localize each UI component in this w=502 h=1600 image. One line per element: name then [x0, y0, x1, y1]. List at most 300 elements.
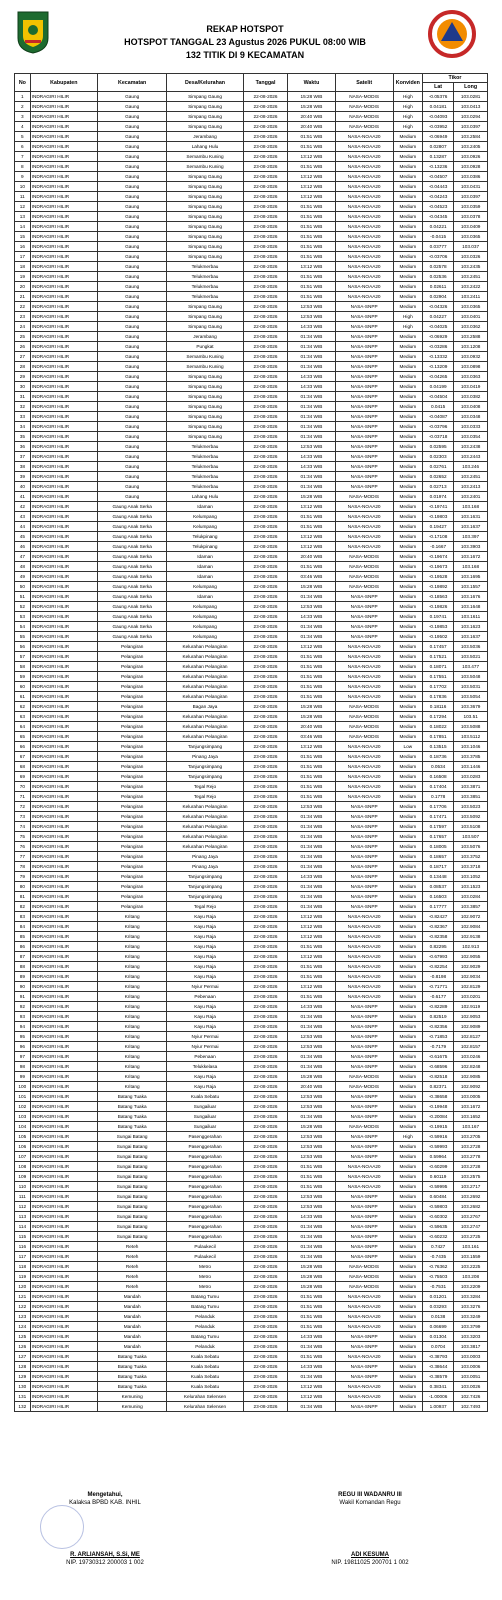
cell-long: 103.168 [454, 562, 488, 572]
cell-kabupaten: INDRAGIRI HILIR [30, 1302, 97, 1312]
cell-no: 10 [15, 182, 31, 192]
table-row [15, 1042, 488, 1052]
cell-waktu: 01:34 WIB [288, 1062, 335, 1072]
cell-desa: Idaman [167, 502, 243, 512]
cell-no: 15 [15, 232, 31, 242]
cell-no: 7 [15, 152, 31, 162]
cell-lat: -0.03952 [422, 122, 453, 132]
cell-konviden: Medium [393, 462, 422, 472]
cell-lat: 0.01201 [422, 1292, 453, 1302]
cell-konviden: Medium [393, 692, 422, 702]
table-row [15, 532, 488, 542]
cell-lat: -0.03796 [422, 422, 453, 432]
cell-desa: Simpang Gaung [167, 172, 243, 182]
cell-konviden: Medium [393, 132, 422, 142]
cell-tanggal: 22-08-2026 [243, 102, 288, 112]
cell-no: 37 [15, 452, 31, 462]
cell-kabupaten: INDRAGIRI HILIR [30, 562, 97, 572]
cell-long: 103.0409 [454, 222, 488, 232]
cell-waktu: 01:34 WIB [288, 902, 335, 912]
cell-kabupaten: INDRAGIRI HILIR [30, 1002, 97, 1012]
cell-long: 103.0932 [454, 352, 488, 362]
cell-no: 25 [15, 332, 31, 342]
cell-tanggal: 23-08-2026 [243, 752, 288, 762]
cell-long: 102.9072 [454, 912, 488, 922]
cell-tanggal: 22-08-2026 [243, 1082, 288, 1092]
cell-long: 103.1695 [454, 572, 488, 582]
cell-tanggal: 23-08-2026 [243, 682, 288, 692]
cell-kecamatan: Sungai Batang [97, 1202, 166, 1212]
cell-waktu: 01:51 WIB [288, 752, 335, 762]
cell-satelit: NASA-SNPP [335, 342, 393, 352]
cell-desa: Pasenggerahan [167, 1172, 243, 1182]
cell-desa: Kelurahan Pelangiran [167, 722, 243, 732]
cell-no: 69 [15, 772, 31, 782]
cell-konviden: Medium [393, 432, 422, 442]
cell-waktu: 14:33 WIB [288, 462, 335, 472]
cell-kecamatan: Sungai Batang [97, 1162, 166, 1172]
cell-no: 81 [15, 892, 31, 902]
cell-lat: -0.71853 [422, 1032, 453, 1042]
cell-desa: Kayu Raja [167, 942, 243, 952]
cell-satelit: NASA-SNPP [335, 862, 393, 872]
cell-lat: -0.19915 [422, 1122, 453, 1132]
table-row [15, 1392, 488, 1402]
cell-waktu: 13:12 WIB [288, 172, 335, 182]
cell-konviden: Medium [393, 1312, 422, 1322]
cell-kecamatan: Kemuning [97, 1402, 166, 1412]
cell-satelit: NASA-SNPP [335, 402, 393, 412]
cell-satelit: NASA-SNPP [335, 372, 393, 382]
cell-no: 3 [15, 112, 31, 122]
cell-kabupaten: INDRAGIRI HILIR [30, 1222, 97, 1232]
cell-kecamatan: Pelangiran [97, 712, 166, 722]
cell-konviden: Medium [393, 622, 422, 632]
cell-kecamatan: Sungai Batang [97, 1192, 166, 1202]
cell-desa: Tanjungsimpang [167, 892, 243, 902]
cell-no: 53 [15, 612, 31, 622]
cell-long: 103.5036 [454, 642, 488, 652]
cell-no: 127 [15, 1352, 31, 1362]
cell-kecamatan: Pelangiran [97, 872, 166, 882]
cell-kabupaten: INDRAGIRI HILIR [30, 1292, 97, 1302]
cell-waktu: 01:34 WIB [288, 842, 335, 852]
cell-long: 103.2405 [454, 142, 488, 152]
cell-kecamatan: Gaung Anak Serka [97, 562, 166, 572]
cell-tanggal: 23-08-2026 [243, 1242, 288, 1252]
table-row [15, 772, 488, 782]
cell-kecamatan: Gaung [97, 92, 166, 102]
cell-no: 103 [15, 1112, 31, 1122]
cell-lat: -0.04025 [422, 322, 453, 332]
cell-satelit: NASA-SNPP [335, 1142, 393, 1152]
cell-kabupaten: INDRAGIRI HILIR [30, 942, 97, 952]
cell-satelit: NASA-SNPP [335, 882, 393, 892]
cell-no: 55 [15, 632, 31, 642]
cell-desa: Telukmerbau [167, 472, 243, 482]
cell-tanggal: 23-08-2026 [243, 662, 288, 672]
cell-lat: 0.02303 [422, 452, 453, 462]
cell-lat: 0.19741 [422, 612, 453, 622]
cell-satelit: NASA-NOAA20 [335, 982, 393, 992]
cell-kabupaten: INDRAGIRI HILIR [30, 142, 97, 152]
cell-kecamatan: Kritang [97, 992, 166, 1002]
cell-konviden: Medium [393, 552, 422, 562]
cell-tanggal: 23-08-2026 [243, 222, 288, 232]
cell-satelit: NASA-MODIS [335, 572, 393, 582]
cell-kecamatan: Gaung [97, 182, 166, 192]
cell-desa: Pasenggerahan [167, 1192, 243, 1202]
cell-long: 102.9085 [454, 1072, 488, 1082]
cell-kecamatan: Gaung [97, 342, 166, 352]
cell-no: 35 [15, 432, 31, 442]
cell-desa: Bagan Jaya [167, 702, 243, 712]
cell-lat: 0.17457 [422, 642, 453, 652]
cell-kabupaten: INDRAGIRI HILIR [30, 852, 97, 862]
cell-tanggal: 23-08-2026 [243, 632, 288, 642]
cell-kabupaten: INDRAGIRI HILIR [30, 1382, 97, 1392]
table-row [15, 1372, 488, 1382]
cell-desa: Kelurahan Pelangiran [167, 812, 243, 822]
cell-satelit: NASA-NOAA20 [335, 1172, 393, 1182]
cell-tanggal: 22-08-2026 [243, 722, 288, 732]
cell-konviden: Medium [393, 852, 422, 862]
cell-satelit: NASA-NOAA20 [335, 502, 393, 512]
cell-desa: Simpang Gaung [167, 192, 243, 202]
cell-desa: Telukmerbau [167, 482, 243, 492]
cell-waktu: 01:34 WIB [288, 1402, 335, 1412]
table-row [15, 862, 488, 872]
cell-kabupaten: INDRAGIRI HILIR [30, 102, 97, 112]
cell-long: 103.1631 [454, 512, 488, 522]
cell-lat: 0.17851 [422, 732, 453, 742]
cell-waktu: 01:51 WIB [288, 252, 335, 262]
cell-konviden: Low [393, 742, 422, 752]
cell-konviden: Medium [393, 962, 422, 972]
cell-lat: -0.76362 [422, 1262, 453, 1272]
cell-lat: 0.17836 [422, 692, 453, 702]
cell-lat: -0.19502 [422, 632, 453, 642]
cell-no: 114 [15, 1222, 31, 1232]
cell-satelit: NASA-MODIS [335, 562, 393, 572]
cell-no: 66 [15, 742, 31, 752]
cell-lat: -0.1667 [422, 542, 453, 552]
cell-waktu: 14:33 WIB [288, 1362, 335, 1372]
cell-lat: 0.17521 [422, 652, 453, 662]
table-row [15, 1262, 488, 1272]
cell-kabupaten: INDRAGIRI HILIR [30, 282, 97, 292]
cell-waktu: 13:12 WIB [288, 1382, 335, 1392]
cell-konviden: Medium [393, 1242, 422, 1252]
cell-long: 103.2728 [454, 1162, 488, 1172]
cell-no: 20 [15, 282, 31, 292]
cell-tanggal: 23-08-2026 [243, 1222, 288, 1232]
cell-satelit: NASA-SNPP [335, 822, 393, 832]
table-row [15, 1152, 488, 1162]
table-row [15, 572, 488, 582]
cell-waktu: 15:28 WIB [288, 1262, 335, 1272]
cell-satelit: NASA-NOAA20 [335, 772, 393, 782]
cell-desa: Pelanduk [167, 1342, 243, 1352]
cell-tanggal: 23-08-2026 [243, 342, 288, 352]
cell-waktu: 15:28 WIB [288, 102, 335, 112]
cell-kabupaten: INDRAGIRI HILIR [30, 1172, 97, 1182]
cell-desa: Simpang Gaung [167, 422, 243, 432]
cell-kecamatan: Mandah [97, 1332, 166, 1342]
cell-kabupaten: INDRAGIRI HILIR [30, 1152, 97, 1162]
cell-satelit: NASA-NOAA20 [335, 1302, 393, 1312]
cell-kabupaten: INDRAGIRI HILIR [30, 172, 97, 182]
cell-kecamatan: Mandah [97, 1302, 166, 1312]
cell-no: 60 [15, 682, 31, 692]
cell-waktu: 20:40 WIB [288, 1082, 335, 1092]
cell-tanggal: 23-08-2026 [243, 792, 288, 802]
cell-lat: -0.19673 [422, 562, 453, 572]
cell-kabupaten: INDRAGIRI HILIR [30, 1272, 97, 1282]
cell-konviden: Medium [393, 362, 422, 372]
cell-kabupaten: INDRAGIRI HILIR [30, 162, 97, 172]
cell-no: 131 [15, 1392, 31, 1402]
sig-right-name: ADI KESUMA [350, 1552, 389, 1558]
cell-no: 120 [15, 1282, 31, 1292]
cell-kecamatan: Sungai Batang [97, 1182, 166, 1192]
cell-lat: 0.18657 [422, 852, 453, 862]
cell-long: 103.0283 [454, 772, 488, 782]
cell-waktu: 12:53 WIB [288, 302, 335, 312]
cell-kecamatan: Gaung Anak Serka [97, 632, 166, 642]
cell-kecamatan: Gaung [97, 432, 166, 442]
cell-lat: 0.7427 [422, 1242, 453, 1252]
cell-tanggal: 22-08-2026 [243, 1262, 288, 1272]
cell-lat: 1.00937 [422, 1402, 453, 1412]
cell-no: 112 [15, 1202, 31, 1212]
table-row [15, 502, 488, 512]
cell-satelit: NASA-NOAA20 [335, 1392, 393, 1402]
table-row [15, 782, 488, 792]
cell-lat: 0.13448 [422, 872, 453, 882]
cell-waktu: 01:51 WIB [288, 142, 335, 152]
cell-satelit: NASA-MODIS [335, 1072, 393, 1082]
cell-lat: -0.82427 [422, 912, 453, 922]
cell-lat: 0.19427 [422, 522, 453, 532]
table-row [15, 212, 488, 222]
cell-desa: Kelurahan Pelangiran [167, 662, 243, 672]
table-row [15, 262, 488, 272]
cell-konviden: Medium [393, 392, 422, 402]
table-row [15, 592, 488, 602]
cell-kabupaten: INDRAGIRI HILIR [30, 722, 97, 732]
cell-lat: 0.17551 [422, 672, 453, 682]
cell-long: 103.0281 [454, 92, 488, 102]
cell-konviden: Medium [393, 442, 422, 452]
cell-satelit: NASA-SNPP [335, 1342, 393, 1352]
cell-kecamatan: Pelangiran [97, 822, 166, 832]
cell-long: 102.9029 [454, 962, 488, 972]
cell-konviden: Medium [393, 272, 422, 282]
cell-tanggal: 22-08-2026 [243, 1272, 288, 1282]
cell-kabupaten: INDRAGIRI HILIR [30, 1022, 97, 1032]
cell-waktu: 01:51 WIB [288, 522, 335, 532]
cell-lat: -0.19528 [422, 572, 453, 582]
cell-no: 46 [15, 542, 31, 552]
cell-konviden: Medium [393, 972, 422, 982]
cell-kabupaten: INDRAGIRI HILIR [30, 1202, 97, 1212]
cell-waktu: 13:12 WIB [288, 182, 335, 192]
cell-waktu: 01:51 WIB [288, 282, 335, 292]
cell-kabupaten: INDRAGIRI HILIR [30, 192, 97, 202]
cell-desa: Telukmerbau [167, 452, 243, 462]
cell-konviden: Medium [393, 752, 422, 762]
cell-satelit: NASA-NOAA20 [335, 1292, 393, 1302]
cell-long: 103.161 [454, 1242, 488, 1252]
cell-satelit: NASA-NOAA20 [335, 1322, 393, 1332]
cell-no: 122 [15, 1302, 31, 1312]
cell-no: 31 [15, 392, 31, 402]
cell-satelit: NASA-SNPP [335, 302, 393, 312]
cell-desa: Telukpinang [167, 532, 243, 542]
cell-kabupaten: INDRAGIRI HILIR [30, 962, 97, 972]
cell-no: 130 [15, 1382, 31, 1392]
cell-long: 103.2209 [454, 1282, 488, 1292]
cell-long: 103.1637 [454, 522, 488, 532]
cell-waktu: 12:53 WIB [288, 602, 335, 612]
cell-tanggal: 23-08-2026 [243, 1052, 288, 1062]
cell-waktu: 01:51 WIB [288, 1182, 335, 1192]
cell-konviden: Medium [393, 922, 422, 932]
cell-desa: Pasenggerahan [167, 1232, 243, 1242]
cell-long: 102.9119 [454, 1002, 488, 1012]
regency-emblem-icon [16, 10, 50, 54]
cell-satelit: NASA-MODIS [335, 1122, 393, 1132]
cell-kabupaten: INDRAGIRI HILIR [30, 882, 97, 892]
cell-konviden: Medium [393, 1202, 422, 1212]
cell-konviden: Medium [393, 1342, 422, 1352]
cell-tanggal: 22-08-2026 [243, 1102, 288, 1112]
cell-long: 103.3752 [454, 852, 488, 862]
cell-waktu: 01:51 WIB [288, 1302, 335, 1312]
cell-desa: Kelurahan Pelangiran [167, 712, 243, 722]
cell-waktu: 01:34 WIB [288, 1232, 335, 1242]
cell-kabupaten: INDRAGIRI HILIR [30, 1232, 97, 1242]
cell-long: 103.0006 [454, 1362, 488, 1372]
cell-kecamatan: Gaung Anak Serka [97, 522, 166, 532]
cell-lat: 0.02595 [422, 442, 453, 452]
cell-long: 103.2443 [454, 452, 488, 462]
cell-no: 8 [15, 162, 31, 172]
cell-lat: 0.0704 [422, 1342, 453, 1352]
cell-desa: Kayu Raja [167, 1082, 243, 1092]
table-row [15, 242, 488, 252]
cell-lat: -0.38644 [422, 1362, 453, 1372]
cell-long: 103.2705 [454, 1132, 488, 1142]
cell-waktu: 01:34 WIB [288, 432, 335, 442]
cell-konviden: Medium [393, 802, 422, 812]
cell-no: 28 [15, 362, 31, 372]
cell-satelit: NASA-NOAA20 [335, 742, 393, 752]
cell-kecamatan: Gaung [97, 192, 166, 202]
cell-kabupaten: INDRAGIRI HILIR [30, 302, 97, 312]
table-row [15, 1132, 488, 1142]
cell-no: 16 [15, 242, 31, 252]
table-row [15, 372, 488, 382]
cell-lat: -0.18563 [422, 592, 453, 602]
cell-long: 103.477 [454, 662, 488, 672]
cell-tanggal: 23-08-2026 [243, 902, 288, 912]
cell-kecamatan: Pelangiran [97, 752, 166, 762]
cell-satelit: NASA-SNPP [335, 632, 393, 642]
cell-konviden: Medium [393, 572, 422, 582]
cell-lat: -0.04523 [422, 202, 453, 212]
cell-konviden: Medium [393, 792, 422, 802]
cell-tanggal: 23-08-2026 [243, 132, 288, 142]
cell-lat: 0.04199 [422, 382, 453, 392]
cell-lat: 0.17702 [422, 682, 453, 692]
cell-long: 103.0365 [454, 302, 488, 312]
cell-satelit: NASA-SNPP [335, 452, 393, 462]
cell-lat: -0.13236 [422, 162, 453, 172]
cell-desa: Jerambang [167, 332, 243, 342]
cell-kabupaten: INDRAGIRI HILIR [30, 742, 97, 752]
cell-kabupaten: INDRAGIRI HILIR [30, 992, 97, 1002]
cell-no: 19 [15, 272, 31, 282]
cell-desa: Metro [167, 1272, 243, 1282]
cell-kabupaten: INDRAGIRI HILIR [30, 902, 97, 912]
table-row [15, 812, 488, 822]
cell-no: 87 [15, 952, 31, 962]
cell-satelit: NASA-SNPP [335, 352, 393, 362]
cell-no: 73 [15, 812, 31, 822]
cell-tanggal: 23-08-2026 [243, 972, 288, 982]
cell-konviden: Medium [393, 842, 422, 852]
cell-tanggal: 23-08-2026 [243, 882, 288, 892]
cell-waktu: 13:12 WIB [288, 642, 335, 652]
cell-kabupaten: INDRAGIRI HILIR [30, 1322, 97, 1332]
cell-konviden: High [393, 322, 422, 332]
cell-desa: Kelurahan Pelangiran [167, 842, 243, 852]
cell-tanggal: 22-08-2026 [243, 1392, 288, 1402]
cell-waktu: 13:12 WIB [288, 192, 335, 202]
cell-tanggal: 22-08-2026 [243, 1042, 288, 1052]
cell-satelit: NASA-MODIS [335, 112, 393, 122]
cell-no: 62 [15, 702, 31, 712]
cell-no: 107 [15, 1152, 31, 1162]
cell-lat: 0.18116 [422, 702, 453, 712]
report-title: REKAP HOTSPOT [206, 24, 284, 34]
cell-desa: Telukmerbau [167, 292, 243, 302]
cell-satelit: NASA-SNPP [335, 442, 393, 452]
cell-no: 85 [15, 932, 31, 942]
cell-lat: 0.01974 [422, 492, 453, 502]
table-row [15, 152, 488, 162]
cell-kecamatan: Pelangiran [97, 662, 166, 672]
cell-desa: Kayu Raja [167, 962, 243, 972]
cell-waktu: 15:28 WIB [288, 1282, 335, 1292]
sig-left-role: Kalaksa BPBD KAB. INHIL [69, 1500, 141, 1506]
cell-lat: 0.18005 [422, 842, 453, 852]
cell-waktu: 12:53 WIB [288, 1042, 335, 1052]
cell-desa: Kelurahan Pelangiran [167, 822, 243, 832]
table-row [15, 1252, 488, 1262]
cell-satelit: NASA-MODIS [335, 722, 393, 732]
cell-desa: Simpang Gaung [167, 322, 243, 332]
cell-kabupaten: INDRAGIRI HILIR [30, 1092, 97, 1102]
cell-tanggal: 22-08-2026 [243, 982, 288, 992]
cell-long: 103.0408 [454, 402, 488, 412]
cell-kecamatan: Sungai Batang [97, 1222, 166, 1232]
cell-tanggal: 23-08-2026 [243, 822, 288, 832]
cell-long: 103.2413 [454, 482, 488, 492]
cell-desa: Kelurahan Selensen [167, 1402, 243, 1412]
